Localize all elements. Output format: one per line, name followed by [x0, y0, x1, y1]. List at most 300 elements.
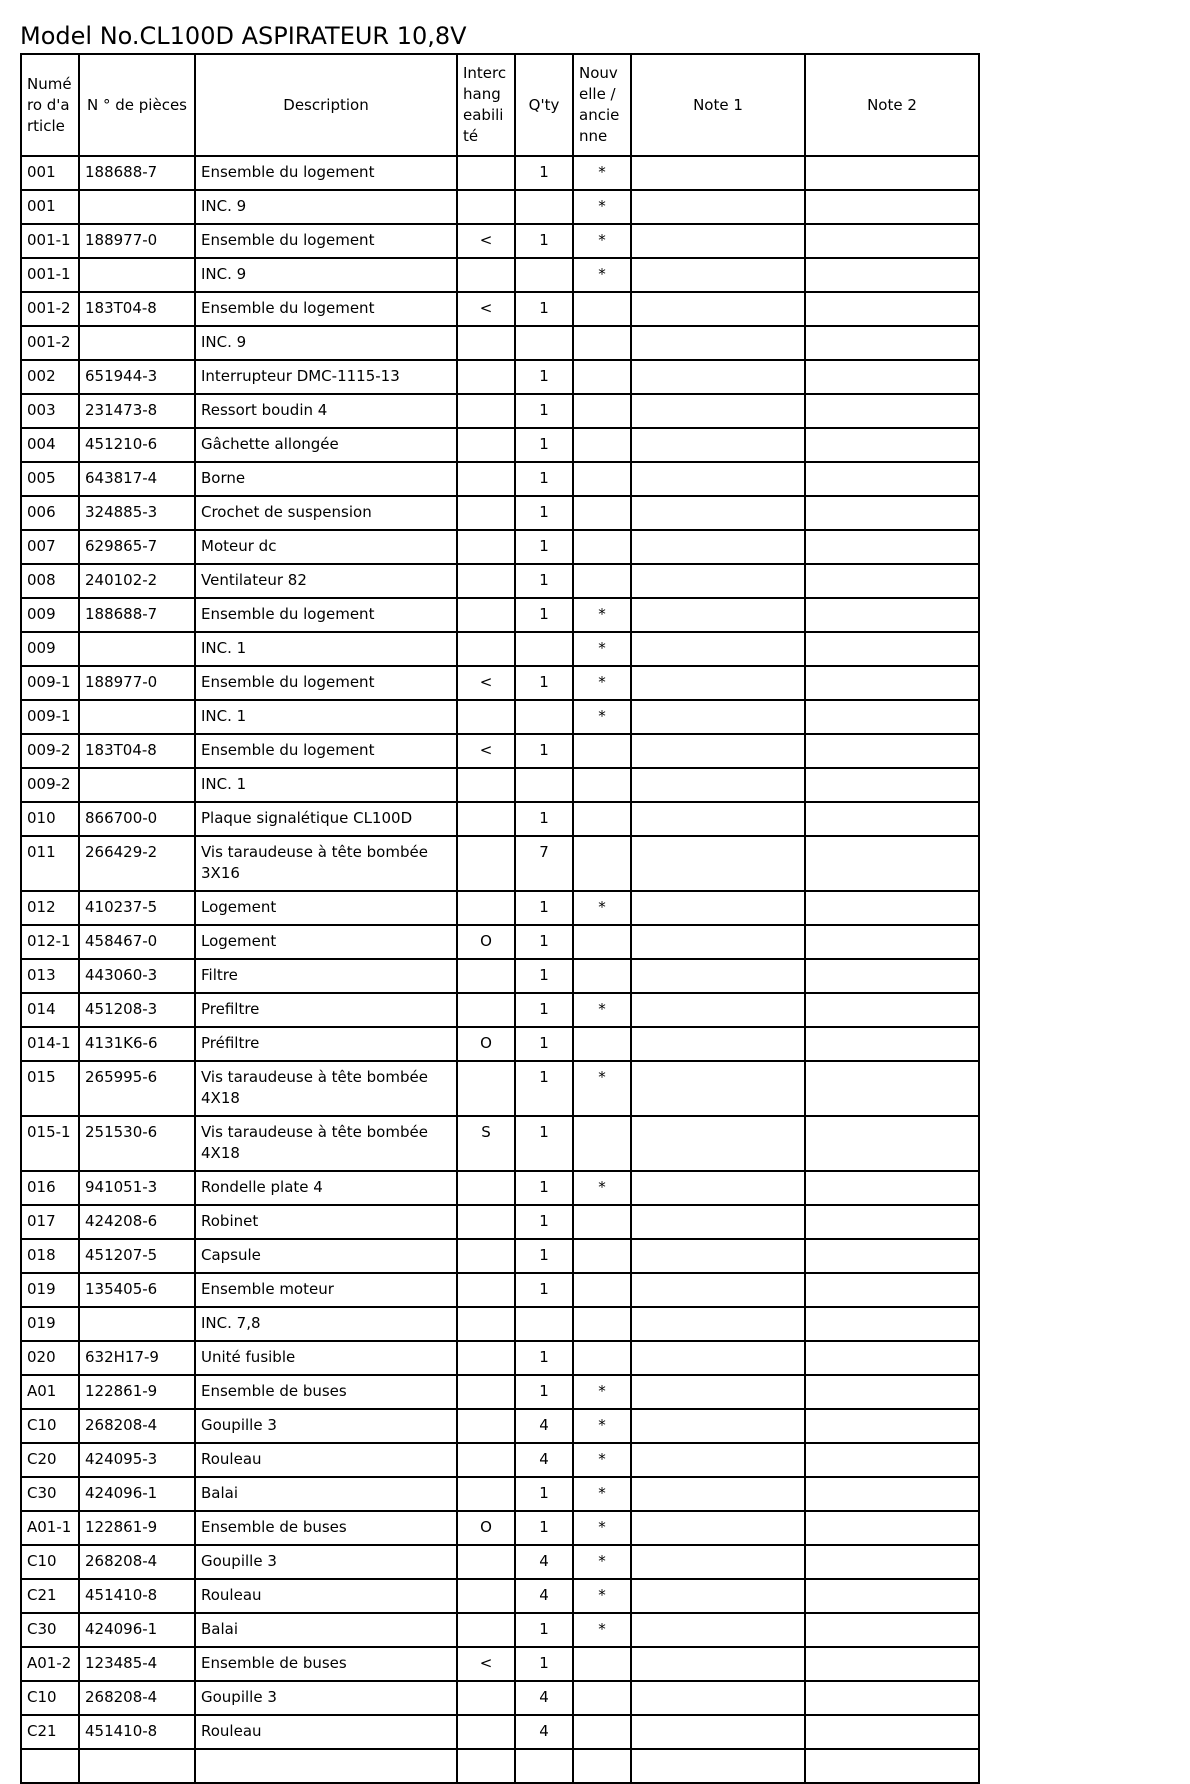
cell-interchangeability: <: [457, 292, 515, 326]
cell-new-old: *: [573, 1409, 631, 1443]
cell-interchangeability: <: [457, 734, 515, 768]
table-row: [21, 1477, 979, 1511]
table-row: [21, 993, 979, 1027]
table-row: [21, 190, 979, 224]
table-row: [21, 836, 979, 891]
cell-qty: [515, 326, 573, 360]
cell-description: Capsule: [195, 1239, 457, 1273]
cell-interchangeability: [457, 1205, 515, 1239]
cell-part-no: 632H17-9: [79, 1341, 195, 1375]
cell-note1: [631, 768, 805, 802]
cell-interchangeability: [457, 1579, 515, 1613]
cell-note2: [805, 1715, 979, 1749]
cell-interchangeability: [457, 1307, 515, 1341]
cell-interchangeability: [457, 1239, 515, 1273]
table-row: [21, 530, 979, 564]
cell-item-no: 011: [21, 836, 79, 891]
cell-part-no: 188688-7: [79, 598, 195, 632]
cell-note2: [805, 1545, 979, 1579]
cell-note2: [805, 1307, 979, 1341]
cell-new-old: *: [573, 1613, 631, 1647]
cell-note2: [805, 394, 979, 428]
cell-description: INC. 7,8: [195, 1307, 457, 1341]
table-row: [21, 768, 979, 802]
cell-item-no: 018: [21, 1239, 79, 1273]
cell-qty: 1: [515, 734, 573, 768]
table-row: [21, 891, 979, 925]
cell-qty: 1: [515, 891, 573, 925]
cell-description: Vis taraudeuse à tête bombée 4X18: [195, 1116, 457, 1171]
table-row: [21, 224, 979, 258]
cell-qty: 1: [515, 1273, 573, 1307]
cell-item-no: 014: [21, 993, 79, 1027]
cell-part-no: 251530-6: [79, 1116, 195, 1171]
cell-part-no: 268208-4: [79, 1545, 195, 1579]
cell-note2: [805, 768, 979, 802]
cell-description: Ensemble du logement: [195, 666, 457, 700]
cell-description: INC. 9: [195, 326, 457, 360]
cell-new-old: [573, 564, 631, 598]
cell-new-old: [573, 959, 631, 993]
cell-qty: 1: [515, 530, 573, 564]
table-row: [21, 292, 979, 326]
cell-note2: [805, 1443, 979, 1477]
cell-interchangeability: [457, 836, 515, 891]
table-row: [21, 496, 979, 530]
table-row: [21, 925, 979, 959]
cell-item-no: 015-1: [21, 1116, 79, 1171]
cell-description: Balai: [195, 1613, 457, 1647]
cell-note2: [805, 959, 979, 993]
cell-interchangeability: [457, 326, 515, 360]
table-row: [21, 1027, 979, 1061]
cell-interchangeability: [457, 891, 515, 925]
cell-interchangeability: <: [457, 1647, 515, 1681]
cell-part-no: [79, 1749, 195, 1783]
cell-item-no: 005: [21, 462, 79, 496]
cell-note1: [631, 190, 805, 224]
cell-new-old: *: [573, 224, 631, 258]
table-row: [21, 1375, 979, 1409]
cell-part-no: [79, 258, 195, 292]
cell-note2: [805, 428, 979, 462]
table-row: [21, 1443, 979, 1477]
cell-note1: [631, 292, 805, 326]
cell-description: Crochet de suspension: [195, 496, 457, 530]
cell-description: Interrupteur DMC-1115-13: [195, 360, 457, 394]
cell-part-no: 629865-7: [79, 530, 195, 564]
cell-note2: [805, 632, 979, 666]
cell-qty: 4: [515, 1579, 573, 1613]
cell-new-old: [573, 360, 631, 394]
cell-note2: [805, 224, 979, 258]
cell-qty: 4: [515, 1715, 573, 1749]
cell-qty: 1: [515, 564, 573, 598]
header-description: Description: [195, 54, 457, 156]
cell-qty: 4: [515, 1545, 573, 1579]
cell-interchangeability: [457, 156, 515, 190]
cell-qty: 1: [515, 1027, 573, 1061]
cell-interchangeability: [457, 428, 515, 462]
cell-item-no: C30: [21, 1477, 79, 1511]
cell-new-old: *: [573, 1477, 631, 1511]
table-row: [21, 564, 979, 598]
cell-new-old: [573, 1749, 631, 1783]
table-row: [21, 156, 979, 190]
table-row: [21, 1171, 979, 1205]
cell-interchangeability: [457, 564, 515, 598]
cell-qty: [515, 700, 573, 734]
cell-item-no: [21, 1749, 79, 1783]
cell-part-no: 424096-1: [79, 1477, 195, 1511]
cell-note2: [805, 1477, 979, 1511]
cell-qty: 1: [515, 224, 573, 258]
cell-interchangeability: [457, 1749, 515, 1783]
cell-new-old: [573, 1116, 631, 1171]
cell-description: Goupille 3: [195, 1681, 457, 1715]
header-note1: Note 1: [631, 54, 805, 156]
cell-note1: [631, 1511, 805, 1545]
cell-new-old: *: [573, 700, 631, 734]
table-row: [21, 462, 979, 496]
cell-part-no: [79, 700, 195, 734]
cell-qty: 1: [515, 1171, 573, 1205]
cell-qty: 1: [515, 1477, 573, 1511]
table-row: [21, 1749, 979, 1783]
cell-part-no: [79, 1307, 195, 1341]
cell-part-no: 4131K6-6: [79, 1027, 195, 1061]
table-row: [21, 700, 979, 734]
cell-note1: [631, 598, 805, 632]
cell-new-old: [573, 1647, 631, 1681]
cell-new-old: *: [573, 598, 631, 632]
table-row: [21, 1307, 979, 1341]
cell-description: Ensemble du logement: [195, 292, 457, 326]
table-row: [21, 1341, 979, 1375]
cell-interchangeability: [457, 462, 515, 496]
cell-new-old: [573, 462, 631, 496]
cell-description: Ventilateur 82: [195, 564, 457, 598]
cell-note2: [805, 292, 979, 326]
cell-note2: [805, 1027, 979, 1061]
cell-note1: [631, 1749, 805, 1783]
cell-interchangeability: [457, 700, 515, 734]
cell-description: Logement: [195, 891, 457, 925]
cell-note1: [631, 700, 805, 734]
cell-description: Borne: [195, 462, 457, 496]
table-row: [21, 802, 979, 836]
cell-new-old: [573, 1307, 631, 1341]
cell-description: Balai: [195, 1477, 457, 1511]
cell-new-old: [573, 428, 631, 462]
cell-item-no: 001-1: [21, 258, 79, 292]
table-row: [21, 326, 979, 360]
cell-interchangeability: [457, 394, 515, 428]
cell-note1: [631, 1545, 805, 1579]
cell-new-old: [573, 1715, 631, 1749]
cell-new-old: *: [573, 1579, 631, 1613]
cell-item-no: 001: [21, 190, 79, 224]
cell-description: INC. 1: [195, 768, 457, 802]
cell-note2: [805, 1579, 979, 1613]
table-row: [21, 258, 979, 292]
cell-item-no: 012-1: [21, 925, 79, 959]
table-row: [21, 360, 979, 394]
cell-part-no: 268208-4: [79, 1681, 195, 1715]
cell-qty: [515, 768, 573, 802]
cell-note2: [805, 1061, 979, 1116]
cell-item-no: 008: [21, 564, 79, 598]
cell-interchangeability: [457, 598, 515, 632]
cell-item-no: 009-1: [21, 700, 79, 734]
cell-part-no: 123485-4: [79, 1647, 195, 1681]
cell-part-no: 458467-0: [79, 925, 195, 959]
cell-interchangeability: [457, 530, 515, 564]
cell-interchangeability: S: [457, 1116, 515, 1171]
table-row: [21, 428, 979, 462]
cell-interchangeability: [457, 632, 515, 666]
cell-qty: 1: [515, 598, 573, 632]
cell-qty: 1: [515, 666, 573, 700]
cell-item-no: 004: [21, 428, 79, 462]
cell-interchangeability: O: [457, 1511, 515, 1545]
cell-description: Plaque signalétique CL100D: [195, 802, 457, 836]
table-row: [21, 1613, 979, 1647]
cell-description: Rouleau: [195, 1579, 457, 1613]
cell-note1: [631, 258, 805, 292]
cell-note2: [805, 462, 979, 496]
cell-qty: 1: [515, 993, 573, 1027]
cell-part-no: 188688-7: [79, 156, 195, 190]
cell-new-old: *: [573, 632, 631, 666]
cell-note1: [631, 564, 805, 598]
cell-qty: [515, 632, 573, 666]
cell-item-no: 009-1: [21, 666, 79, 700]
cell-new-old: [573, 734, 631, 768]
cell-part-no: 266429-2: [79, 836, 195, 891]
cell-qty: 1: [515, 925, 573, 959]
cell-description: Ensemble de buses: [195, 1511, 457, 1545]
cell-item-no: C10: [21, 1409, 79, 1443]
cell-qty: 1: [515, 462, 573, 496]
cell-note2: [805, 1375, 979, 1409]
cell-item-no: C10: [21, 1681, 79, 1715]
cell-part-no: 451208-3: [79, 993, 195, 1027]
cell-note1: [631, 1273, 805, 1307]
cell-item-no: 016: [21, 1171, 79, 1205]
cell-note1: [631, 1027, 805, 1061]
table-row: [21, 1239, 979, 1273]
cell-note1: [631, 959, 805, 993]
cell-new-old: *: [573, 190, 631, 224]
cell-note2: [805, 1116, 979, 1171]
cell-note2: [805, 564, 979, 598]
cell-note1: [631, 1171, 805, 1205]
cell-note1: [631, 1477, 805, 1511]
cell-item-no: 001-1: [21, 224, 79, 258]
table-row: [21, 734, 979, 768]
cell-part-no: 424096-1: [79, 1613, 195, 1647]
cell-new-old: [573, 1239, 631, 1273]
header-row: [21, 54, 979, 156]
cell-note2: [805, 598, 979, 632]
cell-item-no: C30: [21, 1613, 79, 1647]
cell-interchangeability: [457, 1171, 515, 1205]
cell-note1: [631, 802, 805, 836]
cell-new-old: [573, 1205, 631, 1239]
cell-qty: 1: [515, 1239, 573, 1273]
cell-item-no: 001: [21, 156, 79, 190]
cell-qty: 1: [515, 1061, 573, 1116]
cell-item-no: A01-2: [21, 1647, 79, 1681]
cell-part-no: 188977-0: [79, 666, 195, 700]
cell-item-no: 009-2: [21, 734, 79, 768]
cell-note1: [631, 836, 805, 891]
cell-description: Gâchette allongée: [195, 428, 457, 462]
cell-qty: 1: [515, 1511, 573, 1545]
cell-note1: [631, 1307, 805, 1341]
cell-item-no: 019: [21, 1307, 79, 1341]
header-note2: Note 2: [805, 54, 979, 156]
cell-interchangeability: [457, 1341, 515, 1375]
cell-item-no: 017: [21, 1205, 79, 1239]
cell-item-no: C21: [21, 1579, 79, 1613]
cell-qty: 1: [515, 1341, 573, 1375]
cell-note1: [631, 666, 805, 700]
cell-new-old: *: [573, 666, 631, 700]
cell-description: Ensemble du logement: [195, 156, 457, 190]
table-row: [21, 1715, 979, 1749]
cell-note1: [631, 462, 805, 496]
cell-description: INC. 1: [195, 700, 457, 734]
cell-note1: [631, 1205, 805, 1239]
cell-note2: [805, 891, 979, 925]
cell-note1: [631, 156, 805, 190]
cell-note1: [631, 993, 805, 1027]
cell-item-no: C10: [21, 1545, 79, 1579]
cell-description: Ressort boudin 4: [195, 394, 457, 428]
header-new-old: Nouvelle / ancienne: [573, 54, 631, 156]
cell-item-no: 009-2: [21, 768, 79, 802]
cell-description: Vis taraudeuse à tête bombée 4X18: [195, 1061, 457, 1116]
cell-item-no: A01-1: [21, 1511, 79, 1545]
cell-interchangeability: [457, 1375, 515, 1409]
cell-note1: [631, 1375, 805, 1409]
cell-new-old: *: [573, 156, 631, 190]
cell-part-no: 451210-6: [79, 428, 195, 462]
cell-interchangeability: [457, 1545, 515, 1579]
cell-note1: [631, 1647, 805, 1681]
cell-qty: 1: [515, 1205, 573, 1239]
cell-item-no: 003: [21, 394, 79, 428]
cell-part-no: 135405-6: [79, 1273, 195, 1307]
table-row: [21, 1579, 979, 1613]
cell-note1: [631, 1341, 805, 1375]
cell-item-no: 012: [21, 891, 79, 925]
cell-description: Robinet: [195, 1205, 457, 1239]
cell-note2: [805, 326, 979, 360]
table-row: [21, 1061, 979, 1116]
cell-description: Goupille 3: [195, 1545, 457, 1579]
cell-interchangeability: [457, 768, 515, 802]
cell-qty: 1: [515, 1375, 573, 1409]
cell-new-old: [573, 1341, 631, 1375]
cell-note2: [805, 1409, 979, 1443]
cell-qty: [515, 258, 573, 292]
cell-note2: [805, 1511, 979, 1545]
cell-qty: 1: [515, 1613, 573, 1647]
cell-description: Prefiltre: [195, 993, 457, 1027]
cell-item-no: C20: [21, 1443, 79, 1477]
cell-description: Ensemble du logement: [195, 224, 457, 258]
cell-item-no: 009: [21, 632, 79, 666]
cell-part-no: 451410-8: [79, 1715, 195, 1749]
cell-part-no: 231473-8: [79, 394, 195, 428]
cell-note2: [805, 530, 979, 564]
cell-note2: [805, 1681, 979, 1715]
cell-qty: 4: [515, 1409, 573, 1443]
cell-interchangeability: [457, 1273, 515, 1307]
cell-interchangeability: [457, 360, 515, 394]
cell-note1: [631, 496, 805, 530]
cell-qty: 1: [515, 959, 573, 993]
table-row: [21, 1511, 979, 1545]
table-row: [21, 1647, 979, 1681]
cell-item-no: 015: [21, 1061, 79, 1116]
cell-qty: 1: [515, 292, 573, 326]
cell-description: INC. 9: [195, 190, 457, 224]
cell-interchangeability: [457, 1715, 515, 1749]
cell-new-old: *: [573, 1443, 631, 1477]
cell-part-no: 265995-6: [79, 1061, 195, 1116]
page-title: Model No.CL100D ASPIRATEUR 10,8V: [20, 22, 467, 50]
cell-new-old: *: [573, 1511, 631, 1545]
table-row: [21, 1116, 979, 1171]
cell-part-no: 443060-3: [79, 959, 195, 993]
cell-item-no: C21: [21, 1715, 79, 1749]
cell-description: Rondelle plate 4: [195, 1171, 457, 1205]
cell-new-old: *: [573, 258, 631, 292]
cell-note1: [631, 530, 805, 564]
cell-interchangeability: [457, 1681, 515, 1715]
table-row: [21, 1273, 979, 1307]
cell-description: Rouleau: [195, 1443, 457, 1477]
cell-note2: [805, 1647, 979, 1681]
cell-interchangeability: [457, 1613, 515, 1647]
cell-description: INC. 9: [195, 258, 457, 292]
table-row: [21, 1409, 979, 1443]
table-row: [21, 598, 979, 632]
cell-interchangeability: [457, 258, 515, 292]
cell-note1: [631, 1443, 805, 1477]
cell-description: Préfiltre: [195, 1027, 457, 1061]
cell-interchangeability: [457, 496, 515, 530]
cell-item-no: 009: [21, 598, 79, 632]
cell-interchangeability: O: [457, 925, 515, 959]
cell-note2: [805, 993, 979, 1027]
cell-note2: [805, 836, 979, 891]
cell-note1: [631, 1579, 805, 1613]
cell-part-no: 941051-3: [79, 1171, 195, 1205]
cell-qty: 4: [515, 1443, 573, 1477]
cell-note2: [805, 360, 979, 394]
cell-new-old: *: [573, 1545, 631, 1579]
cell-description: Ensemble du logement: [195, 598, 457, 632]
cell-note1: [631, 734, 805, 768]
cell-note2: [805, 1341, 979, 1375]
cell-note1: [631, 1239, 805, 1273]
cell-qty: 1: [515, 394, 573, 428]
